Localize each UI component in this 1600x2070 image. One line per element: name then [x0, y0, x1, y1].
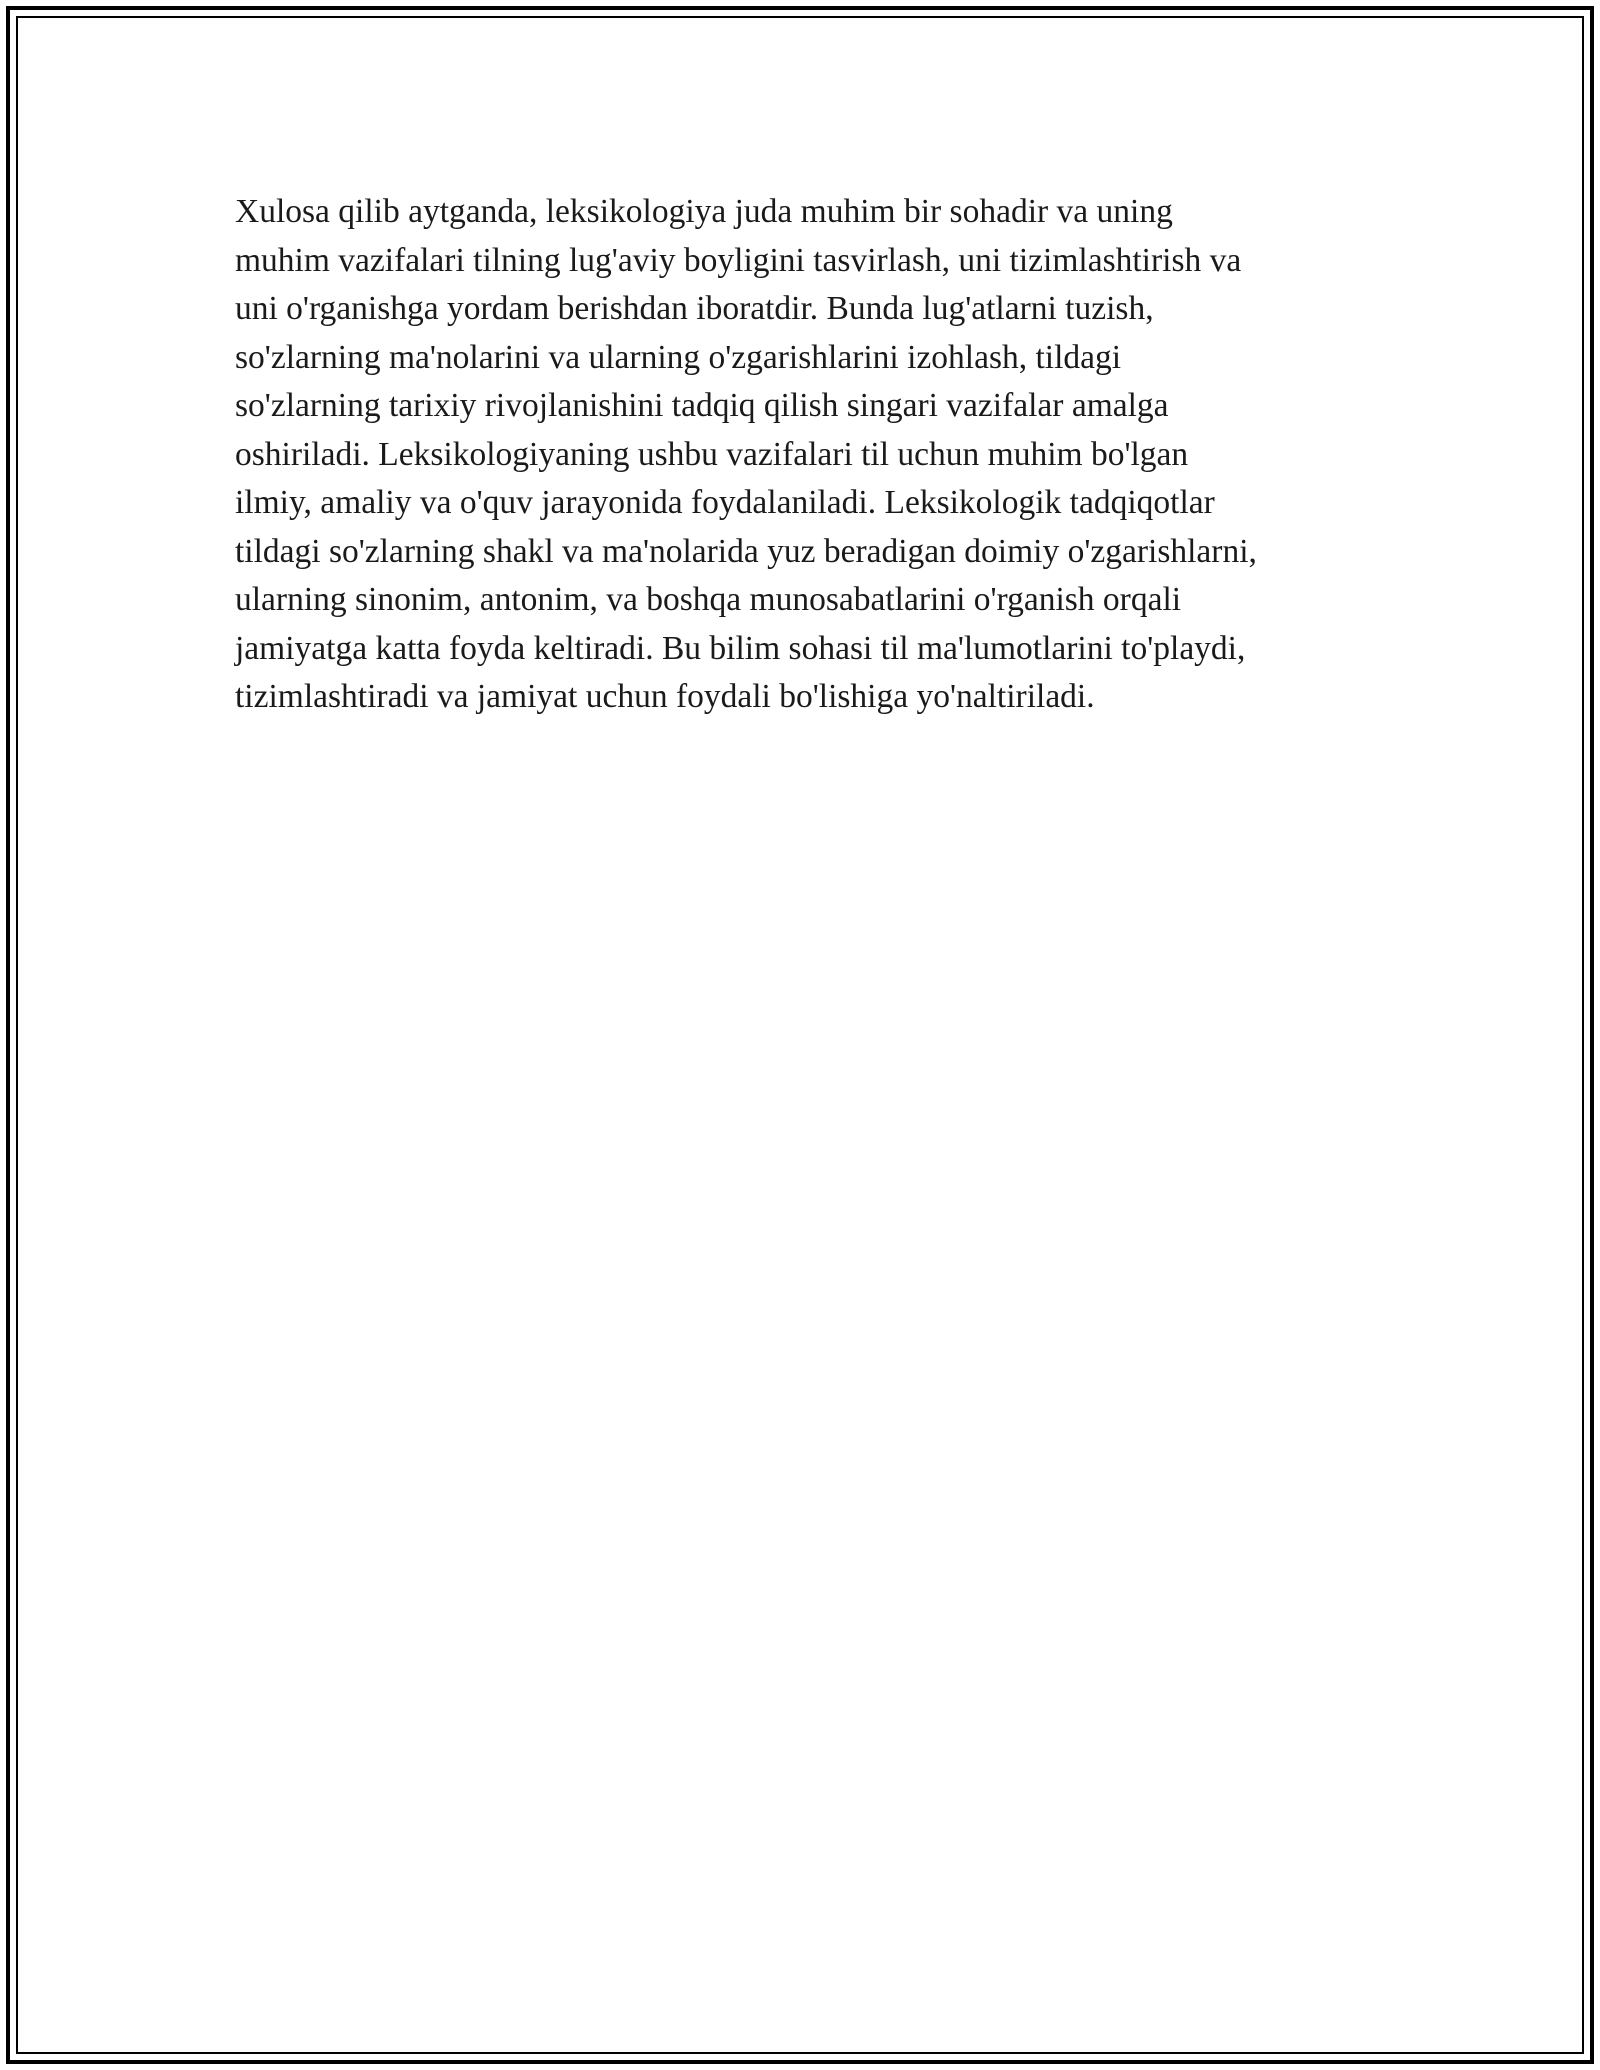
paragraph-line: tildagi so'zlarning shakl va ma'nolarida yuz beradigan doimiy o'zgarishlarni, [235, 532, 1257, 570]
paragraph-line: jamiyatga katta foyda keltiradi. Bu bilim sohasi til ma'lumotlarini to'playdi, [235, 629, 1246, 667]
paragraph-line: ilmiy, amaliy va o'quv jarayonida foydalaniladi. Leksikologik tadqiqotlar [235, 484, 1215, 521]
body-paragraph [235, 188, 1375, 722]
paragraph-line: muhim vazifalari tilning lug'aviy boyligini tasvirlash, uni tizimlashtirish va [235, 241, 1242, 279]
paragraph-line: so'zlarning tarixiy rivojlanishini tadqiq qilish singari vazifalar amalga [235, 387, 1169, 424]
paragraph-line: so'zlarning ma'nolarini va ularning o'zgarishlarini izohlash, tildagi [235, 338, 1122, 376]
paragraph-line: uni o'rganishga yordam berishdan iboratdir. Bunda lug'atlarni tuzish, [235, 290, 1154, 327]
paragraph-line: tizimlashtiradi va jamiyat uchun foydali bo'lishiga yo'naltiriladi. [235, 678, 1095, 715]
paragraph-line: oshiriladi. Leksikologiyaning ushbu vazifalari til uchun muhim bo'lgan [235, 435, 1189, 473]
paragraph-line: Xulosa qilib aytganda, leksikologiya juda muhim bir sohadir va uning [235, 193, 1173, 230]
paragraph-line: ularning sinonim, antonim, va boshqa munosabatlarini o'rganish orqali [235, 581, 1182, 618]
